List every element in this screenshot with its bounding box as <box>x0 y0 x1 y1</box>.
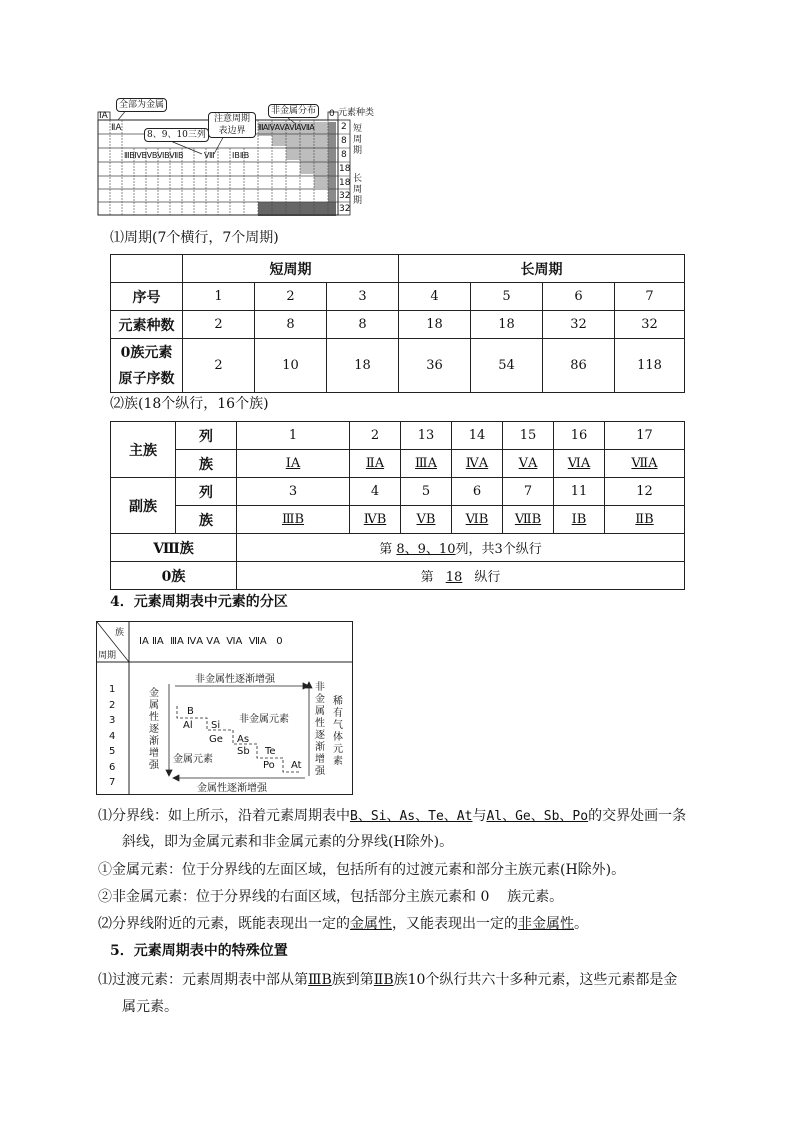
row-zero-label <box>111 339 183 393</box>
callout-all-metal: 全部为金属 <box>116 98 167 112</box>
paragraph-metal-elements: ①金属元素：位于分界线的左面区域，包括所有的过渡元素和部分主族元素(H除外)。 <box>98 862 626 878</box>
main-group-label: 主族 <box>111 422 176 478</box>
label-element-count: 元素种类 <box>338 108 375 118</box>
paragraph-transition-elements <box>98 970 677 990</box>
label-short-period: 短周期 <box>353 124 363 156</box>
row-count-label: 元素种数 <box>111 311 183 339</box>
row-index-label: 序号 <box>111 283 183 311</box>
zero-number-cell: 118 <box>615 339 685 393</box>
viii-text-prefix: 第 <box>379 542 393 557</box>
zero-number-cell: 36 <box>399 339 471 393</box>
count-cell: 32 <box>615 311 685 339</box>
left-arrow-label: 金属性逐渐增强 <box>149 688 159 771</box>
sub-col-cell: 3 <box>237 478 350 506</box>
group-viii-text <box>237 534 685 562</box>
element-B: B <box>187 706 194 717</box>
main-group-cell: ⅢA <box>401 450 452 478</box>
sub-col-cell: 4 <box>350 478 401 506</box>
index-cell: 7 <box>615 283 685 311</box>
zone-period-1: 1 <box>109 684 116 695</box>
label-group-IIA: ⅡA <box>111 123 122 133</box>
element-Ge: Ge <box>209 734 223 745</box>
period-table <box>110 254 685 393</box>
label-right-groups: ⅢAⅣAⅤAⅥAⅦA <box>258 123 315 132</box>
main-col-cell: 2 <box>350 422 401 450</box>
count-cell: 8 <box>327 311 399 339</box>
group-zero-text <box>237 562 685 590</box>
row-zero-label-line2: 原子序数 <box>118 370 175 387</box>
count-row-5: 18 <box>339 178 351 188</box>
zero-number-cell: 2 <box>183 339 255 393</box>
p1-elements-nonmetal: B、Si、As、Te、At <box>350 809 473 824</box>
zone-period-6: 6 <box>109 761 116 773</box>
p4-text-a: ⑵分界线附近的元素，既能表现出一定的 <box>98 916 350 932</box>
element-Si: Si <box>211 720 221 731</box>
sub-group-cell: ⅢB <box>237 506 350 534</box>
corner-period-label: 周期 <box>98 651 117 661</box>
label-group-VIII: Ⅷ <box>204 151 215 160</box>
group-table <box>110 421 685 590</box>
main-group-cell: ⅡA <box>350 450 401 478</box>
corner-group-label: 族 <box>115 628 125 638</box>
sub-col-cell: 11 <box>554 478 605 506</box>
zero-number-cell: 54 <box>471 339 543 393</box>
zone-period-list <box>109 682 115 791</box>
main-col-label: 列 <box>176 422 237 450</box>
sub-col-cell: 6 <box>452 478 503 506</box>
element-At: At <box>291 760 302 771</box>
section-period-title: ⑴周期(7个横行，7个周期) <box>110 230 279 246</box>
p5-text-c: 族10个纵行共六十多种元素，这些元素都是金 <box>393 972 678 988</box>
main-group-cell: ⅠA <box>237 450 350 478</box>
count-row-3: 8 <box>341 150 347 160</box>
period-long-header: 长周期 <box>399 255 685 283</box>
p1-elements-metal: Al、Ge、Sb、Po <box>486 809 589 824</box>
label-long-period: 长周期 <box>353 174 363 206</box>
element-Sb: Sb <box>237 746 250 757</box>
sub-col-cell: 5 <box>401 478 452 506</box>
main-col-cell: 14 <box>452 422 503 450</box>
heading-zone: 4．元素周期表中元素的分区 <box>110 594 288 610</box>
nonmetal-zone-label: 非金属元素 <box>239 714 289 725</box>
top-arrow-label: 非金属性逐渐增强 <box>195 674 275 685</box>
period-short-header: 短周期 <box>183 255 399 283</box>
label-group-zero: 0 <box>329 109 335 119</box>
group-zero-label: 0族 <box>111 562 237 590</box>
sub-col-cell: 7 <box>503 478 554 506</box>
element-Po: Po <box>263 760 275 771</box>
p4-nonmetal: 非金属性 <box>518 916 574 932</box>
heading-special-positions: 5．元素周期表中的特殊位置 <box>110 943 288 959</box>
paragraph-boundary-line <box>98 806 686 827</box>
zero-number-cell: 86 <box>543 339 615 393</box>
index-cell: 1 <box>183 283 255 311</box>
group-viii-label: Ⅷ族 <box>111 534 237 562</box>
label-group-IB-IIB: ⅠBⅡB <box>232 151 250 160</box>
right-arrow-label: 非金属性逐渐增强 <box>315 682 325 777</box>
sub-group-cell: ⅤB <box>401 506 452 534</box>
p4-metal: 金属性 <box>350 916 392 932</box>
index-cell: 5 <box>471 283 543 311</box>
sub-grp-label: 族 <box>176 506 237 534</box>
row-zero-label-line1: 0族元素 <box>120 344 173 361</box>
element-Te: Te <box>265 746 276 757</box>
viii-columns: 8、9、10 <box>396 542 456 557</box>
callout-boundary: 注意周期表边界 <box>208 112 256 138</box>
noble-gas-label: 稀有气体元素 <box>333 696 343 767</box>
sub-col-label: 列 <box>176 478 237 506</box>
main-group-cell: ⅥA <box>554 450 605 478</box>
count-cell: 8 <box>255 311 327 339</box>
p1-text-c: 的交界处画一条 <box>588 808 687 824</box>
main-col-cell: 16 <box>554 422 605 450</box>
zone-period-7: 7 <box>109 777 116 788</box>
main-col-cell: 17 <box>605 422 685 450</box>
period-table-corner <box>111 255 183 283</box>
p1-text-a: ⑴分界线：如上所示，沿着元素周期表中 <box>98 808 350 824</box>
main-col-cell: 1 <box>237 422 350 450</box>
zero-text-suffix: 纵行 <box>474 570 501 585</box>
zone-period-5: 5 <box>109 746 116 757</box>
count-row-6: 32 <box>339 191 351 201</box>
zero-text-prefix: 第 <box>420 570 434 585</box>
p5-text-a: ⑴过渡元素：元素周期表中部从第 <box>98 972 308 988</box>
p4-text-c: 。 <box>574 916 588 932</box>
count-cell: 32 <box>543 311 615 339</box>
main-grp-label: 族 <box>176 450 237 478</box>
p5-text-b: 族到第 <box>331 972 374 988</box>
zero-number-cell: 10 <box>255 339 327 393</box>
p1-text-b: 与 <box>472 808 487 824</box>
p5-group-start: ⅢB <box>308 972 332 988</box>
bottom-arrow-label: 金属性逐渐增强 <box>197 783 267 794</box>
zone-period-3: 3 <box>109 715 116 726</box>
count-cell: 18 <box>399 311 471 339</box>
sub-group-cell: ⅥB <box>452 506 503 534</box>
zone-figure-svg <box>97 622 352 794</box>
paragraph-near-boundary <box>98 914 588 934</box>
metal-zone-label: 金属元素 <box>173 754 213 765</box>
count-row-2: 8 <box>341 136 347 146</box>
zone-figure <box>96 621 353 795</box>
count-cell: 18 <box>471 311 543 339</box>
paragraph-nonmetal-elements: ②非金属元素：位于分界线的右面区域，包括部分主族元素和 0 族元素。 <box>98 889 564 905</box>
sub-group-cell: ⅡB <box>605 506 685 534</box>
paragraph-boundary-line-2: 斜线，即为金属元素和非金属元素的分界线(H除外)。 <box>122 834 454 850</box>
paragraph-transition-elements-2: 属元素。 <box>122 999 178 1015</box>
index-cell: 6 <box>543 283 615 311</box>
p4-text-b: ，又能表现出一定的 <box>392 916 518 932</box>
sub-col-cell: 12 <box>605 478 685 506</box>
main-col-cell: 13 <box>401 422 452 450</box>
element-As: As <box>237 734 250 745</box>
zone-period-4: 4 <box>109 730 116 742</box>
label-group-IA: ⅠA <box>99 111 108 121</box>
callout-nonmetal: 非金属分布 <box>268 104 319 118</box>
section-group-title: ⑵族(18个纵行，16个族) <box>110 396 269 412</box>
zero-number-cell: 18 <box>327 339 399 393</box>
main-col-cell: 15 <box>503 422 554 450</box>
main-group-cell: ⅣA <box>452 450 503 478</box>
index-cell: 2 <box>255 283 327 311</box>
zero-column: 18 <box>445 570 463 585</box>
main-group-cell: ⅤA <box>503 450 554 478</box>
p5-group-end: ⅡB <box>373 972 394 988</box>
main-group-cell: ⅦA <box>605 450 685 478</box>
index-cell: 4 <box>399 283 471 311</box>
zone-period-2: 2 <box>109 699 116 711</box>
periodic-outline-figure <box>96 98 386 216</box>
zone-group-header: ⅠA ⅡA ⅢA ⅣA ⅤA ⅥA ⅦA 0 <box>139 636 283 647</box>
count-cell: 2 <box>183 311 255 339</box>
element-Al: Al <box>183 720 193 731</box>
sub-group-cell: ⅣB <box>350 506 401 534</box>
sub-group-label: 副族 <box>111 478 176 534</box>
callout-columns: 8、9、10三列 <box>144 128 209 142</box>
label-middle-groups: ⅢBⅣBⅤBⅥBⅦB <box>124 151 184 160</box>
viii-text-suffix: 列，共3个纵行 <box>455 542 542 557</box>
sub-group-cell: ⅠB <box>554 506 605 534</box>
count-row-1: 2 <box>341 122 347 132</box>
count-row-4: 18 <box>339 164 351 174</box>
sub-group-cell: ⅦB <box>503 506 554 534</box>
count-row-7: 32 <box>339 204 351 214</box>
index-cell: 3 <box>327 283 399 311</box>
